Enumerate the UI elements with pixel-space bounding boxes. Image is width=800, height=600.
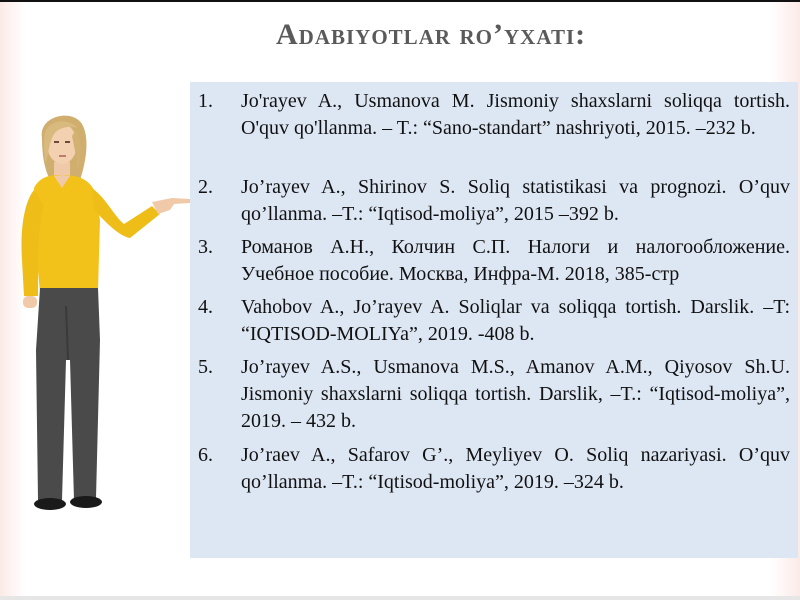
reference-item bbox=[190, 442, 790, 496]
top-border bbox=[0, 0, 800, 2]
reference-item bbox=[190, 354, 790, 435]
reference-number: 3. bbox=[198, 236, 213, 258]
reference-item bbox=[190, 234, 790, 288]
reference-number: 1. bbox=[198, 90, 213, 112]
reference-number: 4. bbox=[198, 296, 213, 318]
page-title: Adabiyotlar ro’yxati: bbox=[276, 18, 587, 51]
reference-item bbox=[190, 88, 790, 142]
references-panel bbox=[190, 82, 798, 558]
reference-text: Jo'rayev A., Usmanova M. Jismoniy shaxslarni soliqqa tortish. O'quv qo'llanma. – T.: “Sano-standart” nashriyoti, 2015. –232 b. bbox=[241, 90, 790, 139]
reference-text: Vahobov A., Jo’rayev A. Soliqlar va soliqqa tortish. Darslik. –T: “IQTISOD-MOLIYa”, 2019. -408 b. bbox=[241, 296, 790, 345]
reference-number: 2. bbox=[198, 176, 213, 198]
reference-text: Jo’raev A., Safarov G’., Meyliyev O. Soliq nazariyasi. O’quv qo’llanma. –T.: “Iqtisod-moliya”, 2019. –324 b. bbox=[241, 444, 790, 493]
reference-item bbox=[190, 294, 790, 348]
reference-text: Jo’rayev A., Shirinov S. Soliq statistikasi va prognozi. O’quv qo’llanma. –T.: “Iqtisod-moliya”, 2015 –392 b. bbox=[241, 176, 790, 225]
reference-text: Романов А.Н., Колчин С.П. Налоги и налогообложение. Учебное пособие. Москва, Инфра-М. 2018, 385-стр bbox=[241, 236, 790, 285]
presenter-woman-illustration bbox=[14, 110, 194, 514]
reference-number: 5. bbox=[198, 356, 213, 378]
reference-number: 6. bbox=[198, 444, 213, 466]
reference-item bbox=[190, 174, 790, 228]
reference-text: Jo’rayev A.S., Usmanova M.S., Amanov A.M., Qiyosov Sh.U. Jismoniy shaxslarni soliqqa tortish. Darslik, –T.: “Iqtisod-moliya”, 2019. – 432 b. bbox=[241, 356, 790, 432]
bottom-border bbox=[0, 596, 800, 600]
